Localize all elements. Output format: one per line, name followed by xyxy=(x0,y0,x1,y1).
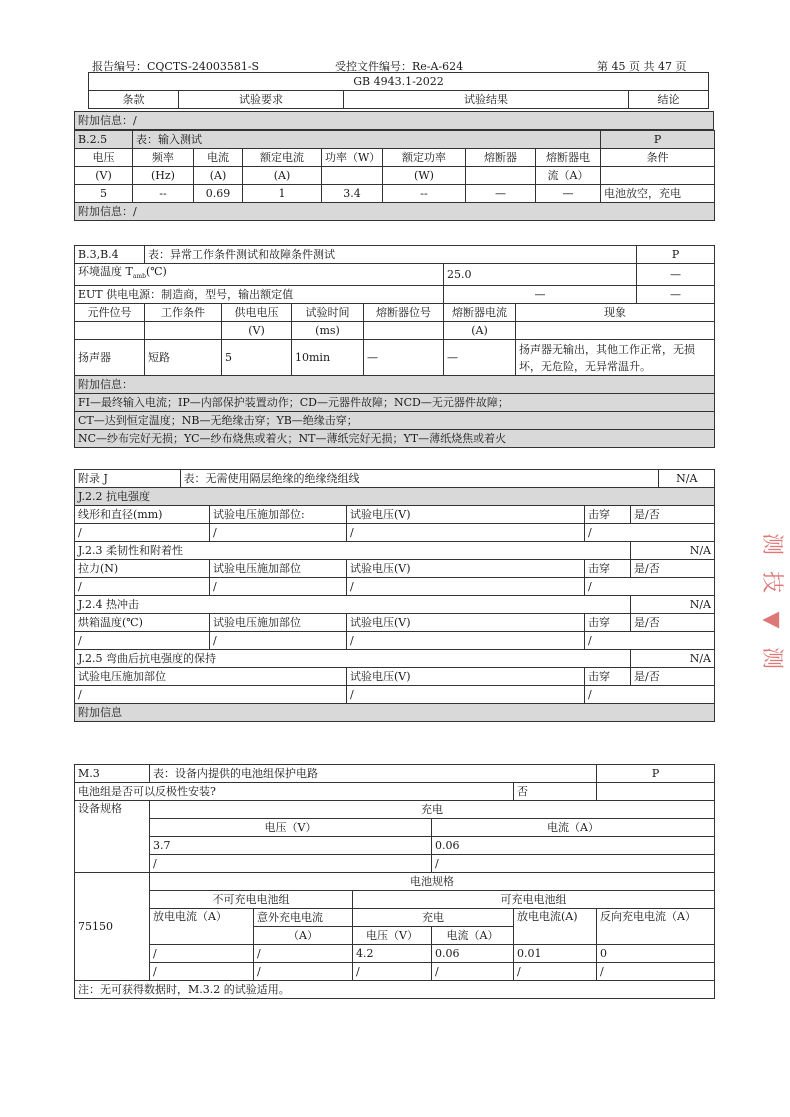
annex-j-additional-info: 附加信息 xyxy=(75,704,715,722)
b25-header-voltage: 电压 xyxy=(75,149,133,167)
b34-ambient-label-unit: (℃) xyxy=(145,265,167,278)
b25-value-voltage: 5 xyxy=(75,185,133,203)
j25-val-location: / xyxy=(75,686,347,704)
b34-header-test-time: 试验时间 xyxy=(292,304,364,322)
j22-title: J.2.2 抗电强度 xyxy=(75,488,715,506)
b25-header-frequency: 频率 xyxy=(133,149,194,167)
m3-charge-sub-header: 充电 xyxy=(353,909,514,927)
b34-unit-component xyxy=(75,322,145,340)
b25-verdict: P xyxy=(601,131,715,149)
m3-battery-protection-table xyxy=(74,764,715,999)
j23-val-breakdown: / xyxy=(585,578,715,596)
annex-j-title-row xyxy=(75,470,715,488)
b34-header-fuse-no: 熔断器位号 xyxy=(364,304,444,322)
b25-value-rated-power: -- xyxy=(383,185,466,203)
seal-char-3: 测 xyxy=(759,646,784,669)
b34-ambient-value: 25.0 xyxy=(444,264,637,286)
b34-title: 表：异常工作条件测试和故障条件测试 xyxy=(145,246,637,264)
col-requirement: 试验要求 xyxy=(179,91,344,109)
j24-val-oven-temp: / xyxy=(75,632,210,650)
m3-current-header: 电流（A） xyxy=(432,819,715,837)
annex-j-title: 表：无需使用隔层绝缘的绝缘绕组线 xyxy=(180,470,658,487)
b25-value-frequency: -- xyxy=(133,185,194,203)
j23-verdict: N/A xyxy=(631,542,715,560)
b34-value-test-time: 10min xyxy=(292,340,364,376)
j25-col-breakdown: 击穿 xyxy=(585,668,631,686)
j24-val-voltage: / xyxy=(347,632,585,650)
m3-equipment-voltage-2: / xyxy=(150,855,432,873)
b34-eut-verdict: — xyxy=(637,286,715,304)
inspection-seal xyxy=(752,525,790,675)
b34-unit-test-time: (ms) xyxy=(292,322,364,340)
b25-unit-rated-current: (A) xyxy=(243,167,322,185)
j23-title: J.2.3 柔韧性和附着性 xyxy=(75,542,631,560)
b25-value-current: 0.69 xyxy=(194,185,243,203)
j24-title: J.2.4 热冲击 xyxy=(75,596,631,614)
b25-title: 表：输入测试 xyxy=(133,131,601,149)
j23-col-yes-no: 是/否 xyxy=(631,560,715,578)
j25-col-location: 试验电压施加部位 xyxy=(75,668,347,686)
m3-charge-header: 充电 xyxy=(150,801,715,819)
b34-value-fuse-current: — xyxy=(444,340,516,376)
b25-header-power: 功率（W） xyxy=(322,149,383,167)
b25-header-rated-current: 额定电流 xyxy=(243,149,322,167)
standard-header-table xyxy=(88,72,709,109)
m3-voltage-header: 电压（V） xyxy=(150,819,432,837)
b34-header-condition: 工作条件 xyxy=(145,304,222,322)
j22-col-wire: 线形和直径(mm) xyxy=(75,506,210,524)
b25-unit-voltage: (V) xyxy=(75,167,133,185)
b25-unit-condition xyxy=(601,167,715,185)
b34-eut-value: — xyxy=(444,286,637,304)
m3-clause: M.3 xyxy=(75,765,150,783)
m3-model: 75150 xyxy=(75,873,150,981)
m3-r2-discharge-current-2: / xyxy=(514,963,597,981)
annex-j-verdict: N/A xyxy=(676,471,698,485)
b25-value-fuse-current: — xyxy=(536,185,601,203)
b34-eut-label: EUT 供电电源：制造商，型号，输出额定值 xyxy=(75,286,444,304)
m3-reverse-charge-current-header: 反向充电电流（A） xyxy=(597,909,715,945)
m3-r2-charge-voltage: / xyxy=(353,963,432,981)
page-number: 第 45 页 共 47 页 xyxy=(597,60,687,73)
b34-value-component: 扬声器 xyxy=(75,340,145,376)
b25-clause: B.2.5 xyxy=(75,131,133,149)
b34-note-line-3: NC—纱布完好无损；YC—纱布烧焦或着火；NT—薄纸完好无损；YT—薄纸烧焦或着火 xyxy=(75,430,715,448)
j22-col-yes-no: 是/否 xyxy=(631,506,715,524)
b34-clause: B.3,B.4 xyxy=(75,246,145,264)
j23-val-location: / xyxy=(210,578,347,596)
b34-unit-fuse-current: (A) xyxy=(444,322,516,340)
b34-header-phenomenon: 现象 xyxy=(516,304,715,322)
m3-equipment-spec-label: 设备规格 xyxy=(75,801,150,873)
b34-abnormal-test-table xyxy=(74,245,715,448)
j24-col-location: 试验电压施加部位 xyxy=(210,614,347,632)
m3-r2-discharge-current: / xyxy=(150,963,254,981)
j23-col-tension: 拉力(N) xyxy=(75,560,210,578)
m3-equipment-current-2: / xyxy=(432,855,715,873)
b34-unit-phenomenon xyxy=(516,322,715,340)
b34-value-supply-voltage: 5 xyxy=(222,340,292,376)
top-additional-info: 附加信息：/ xyxy=(75,112,714,130)
b25-unit-rated-power: (W) xyxy=(383,167,466,185)
j22-col-voltage: 试验电压(V) xyxy=(347,506,585,524)
m3-equipment-current: 0.06 xyxy=(432,837,715,855)
b34-verdict: P xyxy=(637,246,715,264)
b34-unit-condition xyxy=(145,322,222,340)
m3-verdict: P xyxy=(597,765,715,783)
m3-discharge-current-header: 放电电流（A） xyxy=(150,909,254,945)
b34-ambient-subscript: amb xyxy=(132,273,146,281)
top-note-table xyxy=(74,111,714,130)
b25-value-rated-current: 1 xyxy=(243,185,322,203)
j25-verdict: N/A xyxy=(631,650,715,668)
m3-r1-reverse-charge: 0 xyxy=(597,945,715,963)
annex-j-table xyxy=(74,469,715,722)
j25-title: J.2.5 弯曲后抗电强度的保持 xyxy=(75,650,631,668)
b34-unit-supply-voltage: (V) xyxy=(222,322,292,340)
j22-val-wire: / xyxy=(75,524,210,542)
b34-value-fuse-no: — xyxy=(364,340,444,376)
j24-col-yes-no: 是/否 xyxy=(631,614,715,632)
annex-j-title-inner xyxy=(75,470,714,487)
b34-value-condition: 短路 xyxy=(145,340,222,376)
m3-title: 表：设备内提供的电池组保护电路 xyxy=(150,765,597,783)
j25-col-voltage: 试验电压(V) xyxy=(347,668,585,686)
b25-unit-fuse-current: 流（A） xyxy=(536,167,601,185)
m3-rechargeable-header: 可充电电池组 xyxy=(353,891,715,909)
j23-val-tension: / xyxy=(75,578,210,596)
b25-header-condition: 条件 xyxy=(601,149,715,167)
m3-equipment-voltage: 3.7 xyxy=(150,837,432,855)
j24-col-voltage: 试验电压(V) xyxy=(347,614,585,632)
j24-val-location: / xyxy=(210,632,347,650)
j22-col-location: 试验电压施加部位: xyxy=(210,506,347,524)
j23-col-voltage: 试验电压(V) xyxy=(347,560,585,578)
col-result: 试验结果 xyxy=(344,91,629,109)
j23-col-location: 试验电压施加部位 xyxy=(210,560,347,578)
m3-charge-voltage-header: 电压（V） xyxy=(353,927,432,945)
m3-non-rechargeable-header: 不可充电电池组 xyxy=(150,891,353,909)
m3-accidental-charge-header: 意外充电电流 xyxy=(254,909,353,927)
j23-val-voltage: / xyxy=(347,578,585,596)
b34-header-component: 元件位号 xyxy=(75,304,145,322)
j22-val-location: / xyxy=(210,524,347,542)
seal-char-2: 技 xyxy=(759,570,784,593)
j25-val-voltage: / xyxy=(347,686,585,704)
b25-additional-info: 附加信息：/ xyxy=(75,203,715,221)
b25-header-fuse-current: 熔断器电 xyxy=(536,149,601,167)
j22-val-voltage: / xyxy=(347,524,585,542)
j25-col-yes-no: 是/否 xyxy=(631,668,715,686)
m3-reverse-question: 电池组是否可以反极性安装? xyxy=(75,783,514,801)
b25-header-rated-power: 额定功率 xyxy=(383,149,466,167)
b25-header-fuse: 熔断器 xyxy=(466,149,536,167)
m3-r1-charge-voltage: 4.2 xyxy=(353,945,432,963)
b25-value-fuse: — xyxy=(466,185,536,203)
seal-char-1: 测 xyxy=(759,532,784,555)
b25-unit-fuse xyxy=(466,167,536,185)
m3-accidental-charge-unit: （A） xyxy=(254,927,353,945)
b34-unit-fuse-no xyxy=(364,322,444,340)
j24-col-oven-temp: 烘箱温度(℃) xyxy=(75,614,210,632)
col-verdict: 结论 xyxy=(629,91,709,109)
j22-col-breakdown: 击穿 xyxy=(585,506,631,524)
m3-r2-accidental-charge: / xyxy=(254,963,353,981)
m3-r1-discharge-current-2: 0.01 xyxy=(514,945,597,963)
b25-input-test-table xyxy=(74,130,715,221)
j24-verdict: N/A xyxy=(631,596,715,614)
standard-title: GB 4943.1-2022 xyxy=(89,73,709,91)
m3-discharge-current-2-header: 放电电流(A) xyxy=(514,909,597,945)
report-number: 报告编号：CQCTS-24003581-S xyxy=(92,60,260,73)
m3-battery-spec-header: 电池规格 xyxy=(150,873,715,891)
m3-r2-charge-current: / xyxy=(432,963,514,981)
j23-col-breakdown: 击穿 xyxy=(585,560,631,578)
b34-header-fuse-current: 熔断器电流 xyxy=(444,304,516,322)
m3-charge-current-header: 电流（A） xyxy=(432,927,514,945)
b25-unit-power xyxy=(322,167,383,185)
j22-val-breakdown: / xyxy=(585,524,715,542)
m3-r1-charge-current: 0.06 xyxy=(432,945,514,963)
annex-j-clause: 附录 J xyxy=(75,470,180,487)
b34-header-supply-voltage: 供电电压 xyxy=(222,304,292,322)
b25-header-current: 电流 xyxy=(194,149,243,167)
seal-mark-icon: ▼ xyxy=(759,611,784,629)
b34-note-line-2: CT—达到恒定温度；NB—无绝缘击穿；YB—绝缘击穿； xyxy=(75,412,715,430)
j24-val-breakdown: / xyxy=(585,632,715,650)
m3-r1-accidental-charge: / xyxy=(254,945,353,963)
col-clause: 条款 xyxy=(89,91,179,109)
m3-r1-discharge-current: / xyxy=(150,945,254,963)
b34-value-phenomenon: 扬声器无输出，其他工作正常，无损坏，无危险，无异常温升。 xyxy=(516,340,715,376)
b25-value-power: 3.4 xyxy=(322,185,383,203)
b34-ambient-label-text: 环境温度 T xyxy=(78,265,133,278)
m3-note: 注：无可获得数据时，M.3.2 的试验适用。 xyxy=(75,981,715,999)
j24-col-breakdown: 击穿 xyxy=(585,614,631,632)
b25-value-condition: 电池放空，充电 xyxy=(601,185,715,203)
b34-ambient-label xyxy=(75,264,444,286)
controlled-document-number: 受控文件编号：Re-A-624 xyxy=(335,60,464,73)
m3-reverse-answer: 否 xyxy=(514,783,597,801)
m3-reverse-verdict xyxy=(597,783,715,801)
b25-unit-frequency: (Hz) xyxy=(133,167,194,185)
j25-val-breakdown: / xyxy=(585,686,715,704)
b34-note-title: 附加信息： xyxy=(75,376,715,394)
b25-unit-current: (A) xyxy=(194,167,243,185)
b34-note-line-1: FI—最终输入电流；IP—内部保护装置动作；CD—元器件故障；NCD—无元器件故障； xyxy=(75,394,715,412)
m3-r2-reverse-charge: / xyxy=(597,963,715,981)
b34-ambient-verdict: — xyxy=(637,264,715,286)
